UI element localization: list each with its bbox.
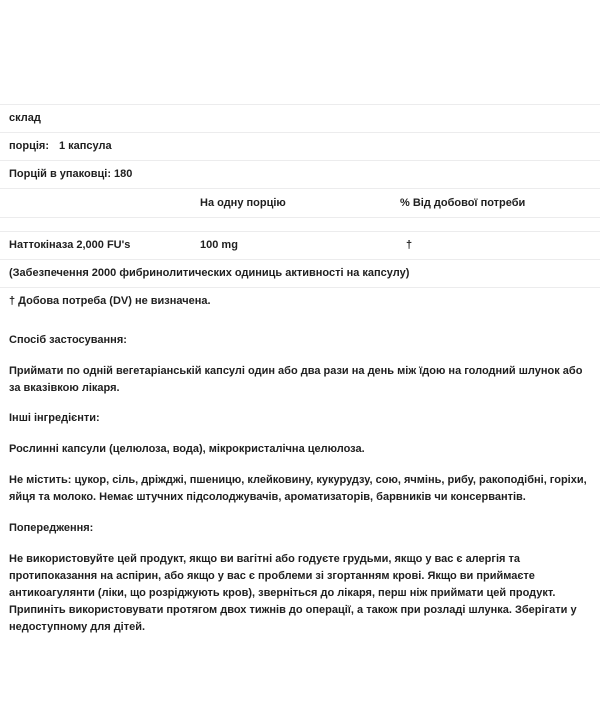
ingredient-sub-note: (Забезпечення 2000 фибринолитических одиниць активності на капсулу): [9, 267, 410, 280]
facts-spacer-cell: [0, 218, 600, 232]
supplement-facts-table: [0, 104, 600, 316]
warning-body: Не використовуйте цей продукт, якщо ви вагітні або годуєте грудьми, якщо у вас є алергія та протипоказання на аспірин, або якщо у вас є проблеми зі згортанням крові. Якщо ви приймаєте антикоагулянти (ліки, що розріджують кров), зверніться до лікаря, перш ніж приймати цей продукт. Припиніть використовувати протягом двох тижнів до операції, а також при розладі шлунка. Зберігати у недоступному для дітей.: [9, 553, 577, 634]
serving-size-cell: [0, 132, 600, 160]
other-ingredients-heading: Інші інгредієнти:: [9, 412, 100, 425]
ingredient-name: Наттокіназа 2,000 FU's: [9, 239, 131, 252]
facts-table-end-cell: [0, 315, 600, 316]
facts-header-blank: [0, 188, 200, 218]
ingredient-daily-value: †: [406, 239, 413, 252]
directions-body: Приймати по одній вегетаріанській капсулі один або два рази на день між їдою на голодний шлунок або за вказівкою лікаря.: [9, 364, 583, 394]
daily-value-footnote: † Добова потреба (DV) не визначена.: [9, 295, 211, 308]
ingredient-amount: 100 mg: [200, 239, 238, 252]
facts-column-header-row: [0, 188, 600, 218]
other-ingredients-body: Рослинні капсули (целюлоза, вода), мікрокристалічна целюлоза.: [9, 443, 365, 456]
column-header-percent-daily-value: % Від добової потреби: [400, 196, 526, 209]
directions-heading: Спосіб застосування:: [9, 333, 127, 346]
table-row: [0, 232, 600, 260]
serving-size-label: порція:: [9, 139, 49, 152]
column-header-amount-per-serving: На одну порцію: [200, 196, 286, 209]
facts-title-row: [0, 105, 600, 133]
free-from-body: Не містить: цукор, сіль, дріжджі, пшеницю, клейковину, кукурудзу, сою, ячмінь, рибу, ракоподібні, горіхи, яйця та молоко. Немає штучних підсолоджувачів, ароматизаторів, барвників чи консервантів.: [9, 474, 587, 504]
facts-table-end-rule: [0, 315, 600, 316]
serving-size-value: 1 капсула: [58, 139, 112, 152]
daily-value-footnote-row: [0, 288, 600, 316]
ingredient-sub-note-row: [0, 260, 600, 288]
serving-size-row: [0, 132, 600, 160]
supplement-facts-page: [0, 104, 600, 637]
servings-per-container: Порцій в упаковці: 180: [9, 167, 133, 180]
facts-title: склад: [9, 112, 41, 124]
warning-heading: Попередження:: [9, 522, 94, 535]
label-prose-sections: [0, 332, 600, 637]
facts-spacer-row: [0, 218, 600, 232]
servings-per-container-row: [0, 160, 600, 188]
